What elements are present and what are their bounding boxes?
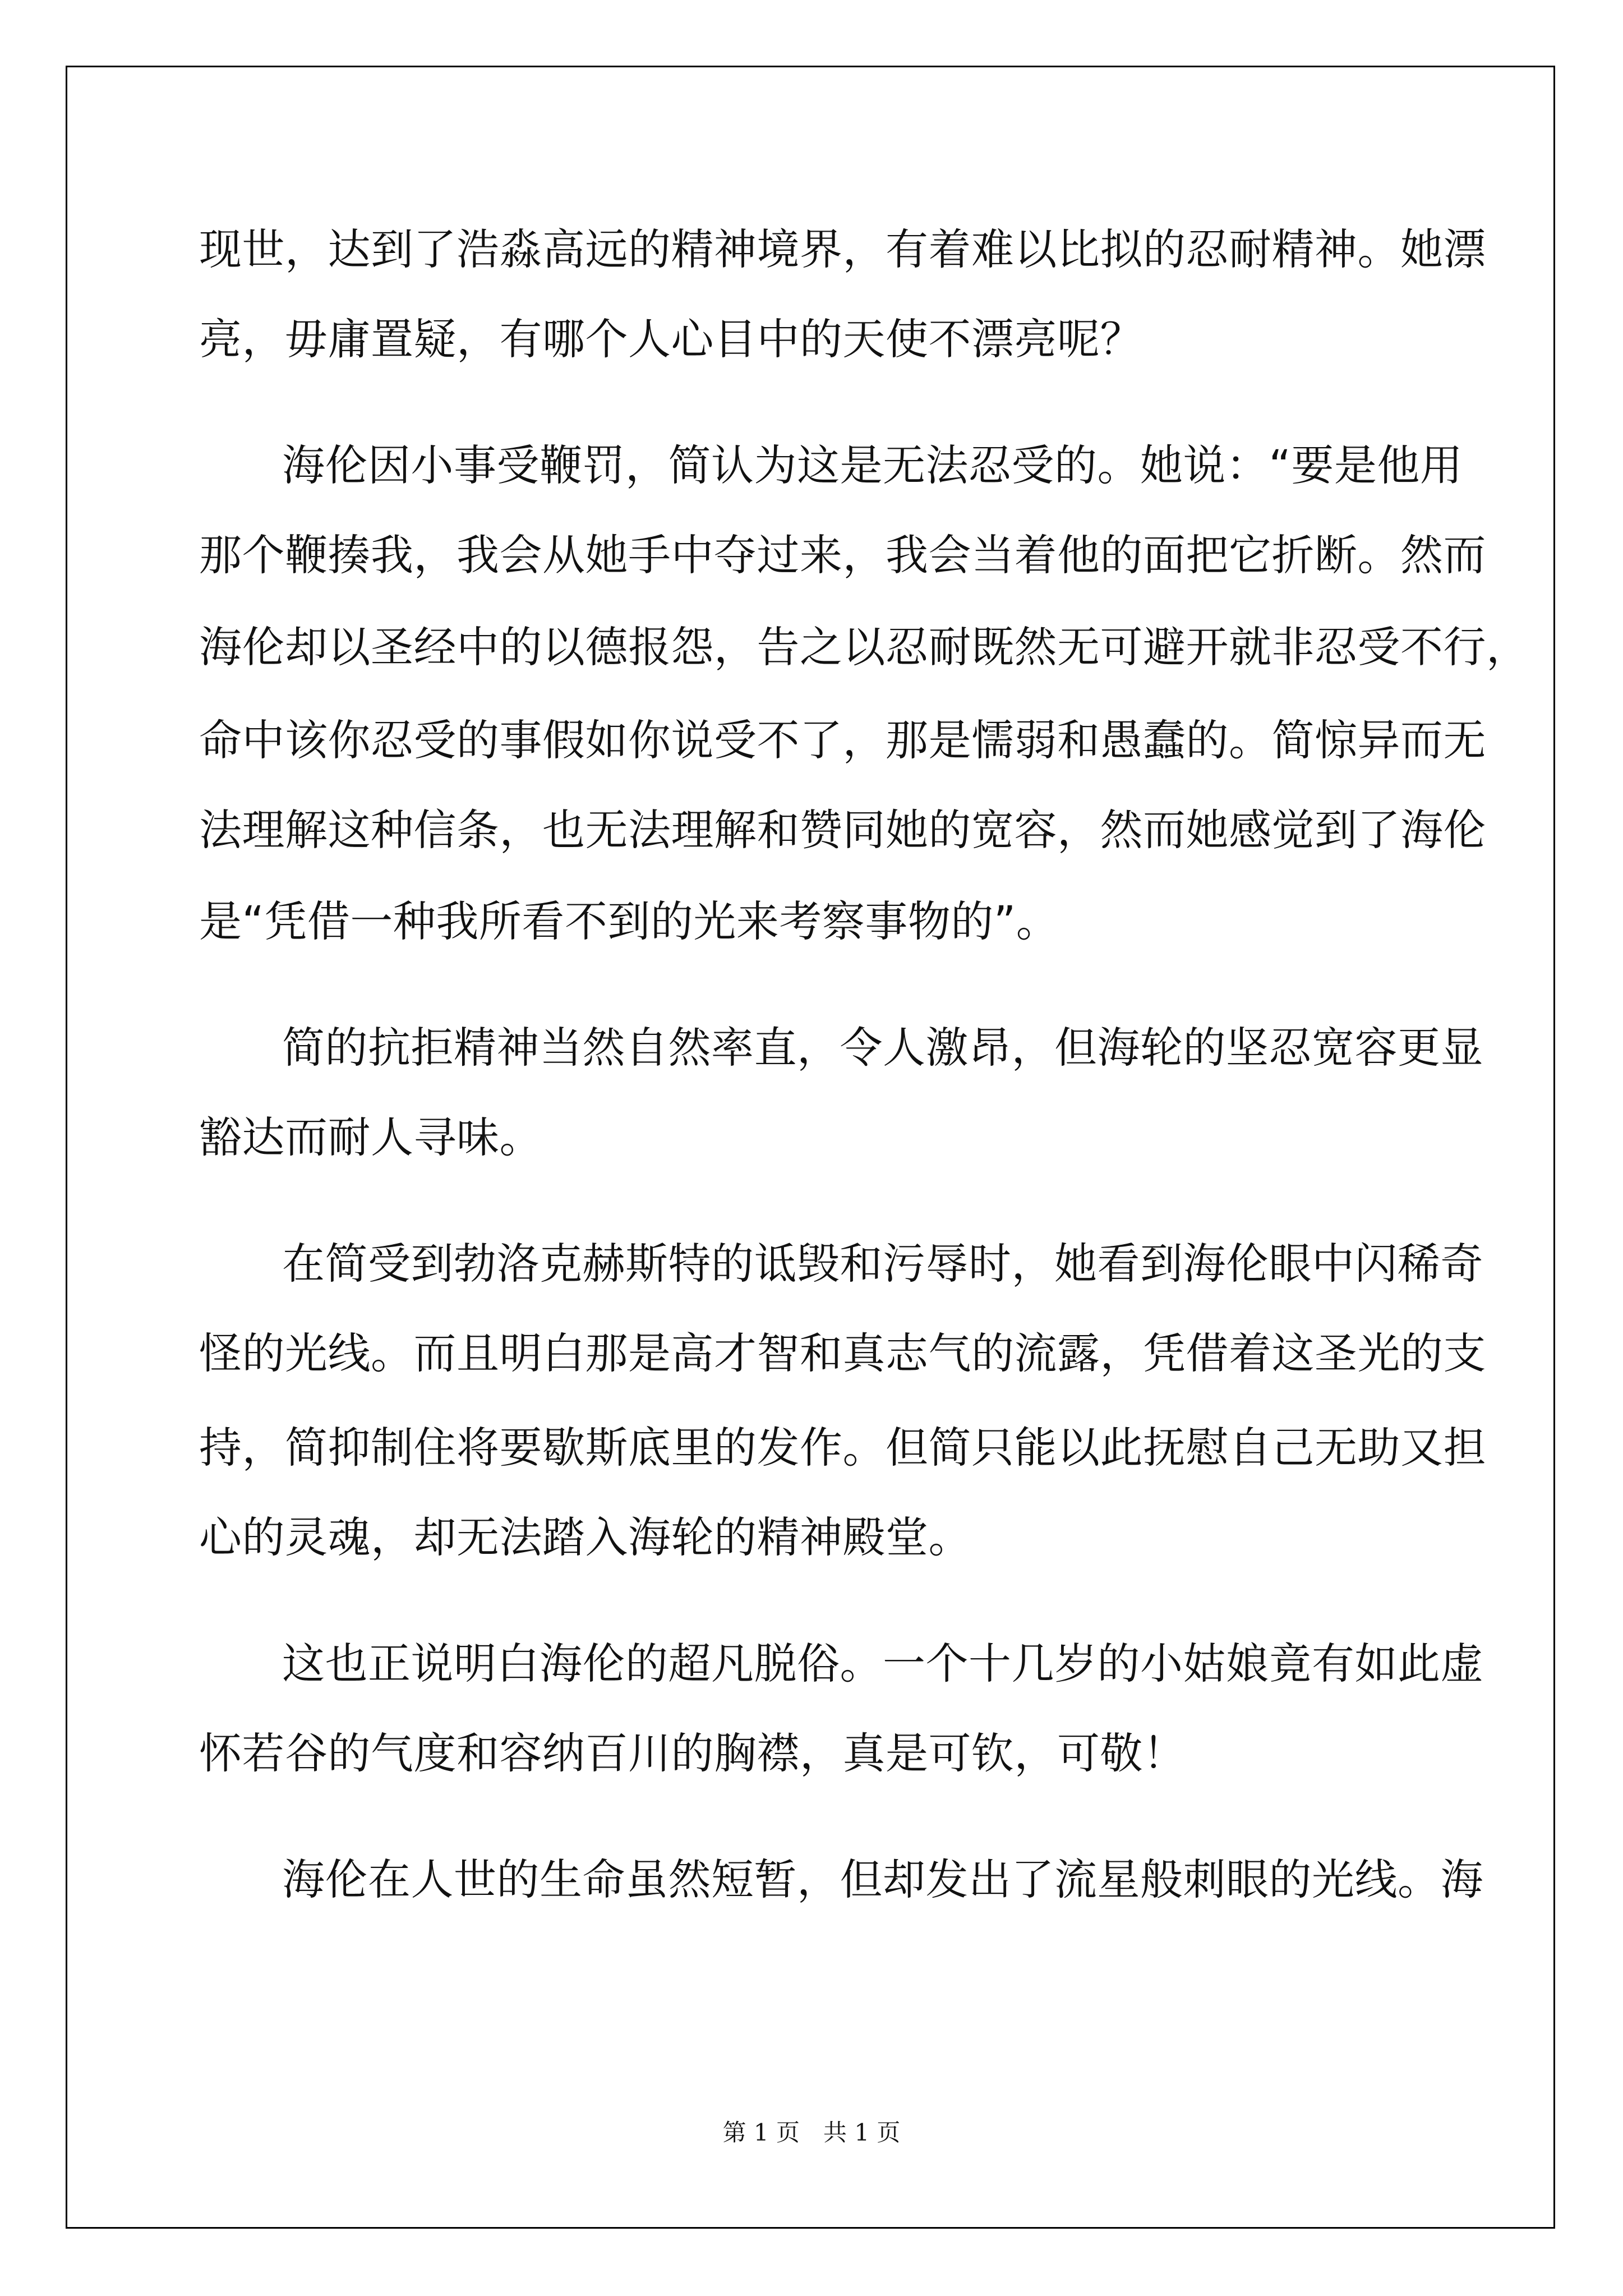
text-line: 现世，达到了浩淼高远的精神境界，有着难以比拟的忍耐精神。她漂: [199, 224, 1486, 274]
text-line: 怪的光线。而且明白那是高才智和真志气的流露，凭借着这圣光的支: [199, 1328, 1486, 1378]
text-line: 怀若谷的气度和容纳百川的胸襟，真是可钦，可敬！: [199, 1728, 1186, 1778]
text-line: 持，简抑制住将要歇斯底里的发作。但简只能以此抚慰自己无助又担: [199, 1423, 1486, 1473]
text-line: 那个鞭揍我，我会从她手中夺过来，我会当着他的面把它折断。然而: [199, 530, 1486, 580]
text-line: 在简受到勃洛克赫斯特的诋毁和污辱时，她看到海伦眼中闪稀奇: [282, 1239, 1483, 1289]
text-line: 简的抗拒精神当然自然率直，令人激昂，但海轮的坚忍宽容更显: [282, 1023, 1483, 1073]
text-line: 亮，毋庸置疑，有哪个人心目中的天使不漂亮呢？: [199, 314, 1143, 364]
text-line: 豁达而耐人寻味。: [199, 1112, 542, 1162]
text-line: 命中该你忍受的事假如你说受不了，那是懦弱和愚蠢的。简惊异而无: [199, 715, 1486, 765]
text-line: 海伦却以圣经中的以德报怨，告之以忍耐既然无可避开就非忍受不行，: [199, 622, 1529, 672]
text-line: 海伦在人世的生命虽然短暂，但却发出了流星般刺眼的光线。海: [282, 1855, 1483, 1904]
text-line: 法理解这种信条，也无法理解和赞同她的宽容，然而她感觉到了海伦: [199, 805, 1486, 855]
text-line: 心的灵魂，却无法踏入海轮的精神殿堂。: [199, 1512, 971, 1562]
text-line: 是“凭借一种我所看不到的光来考察事物的”。: [199, 896, 1059, 946]
text-line: 海伦因小事受鞭罚，简认为这是无法忍受的。她说：“要是他用: [282, 440, 1463, 490]
text-line: 这也正说明白海伦的超凡脱俗。一个十几岁的小姑娘竟有如此虚: [282, 1639, 1483, 1688]
page-footer: 第 1 页 共 1 页: [722, 2119, 901, 2146]
